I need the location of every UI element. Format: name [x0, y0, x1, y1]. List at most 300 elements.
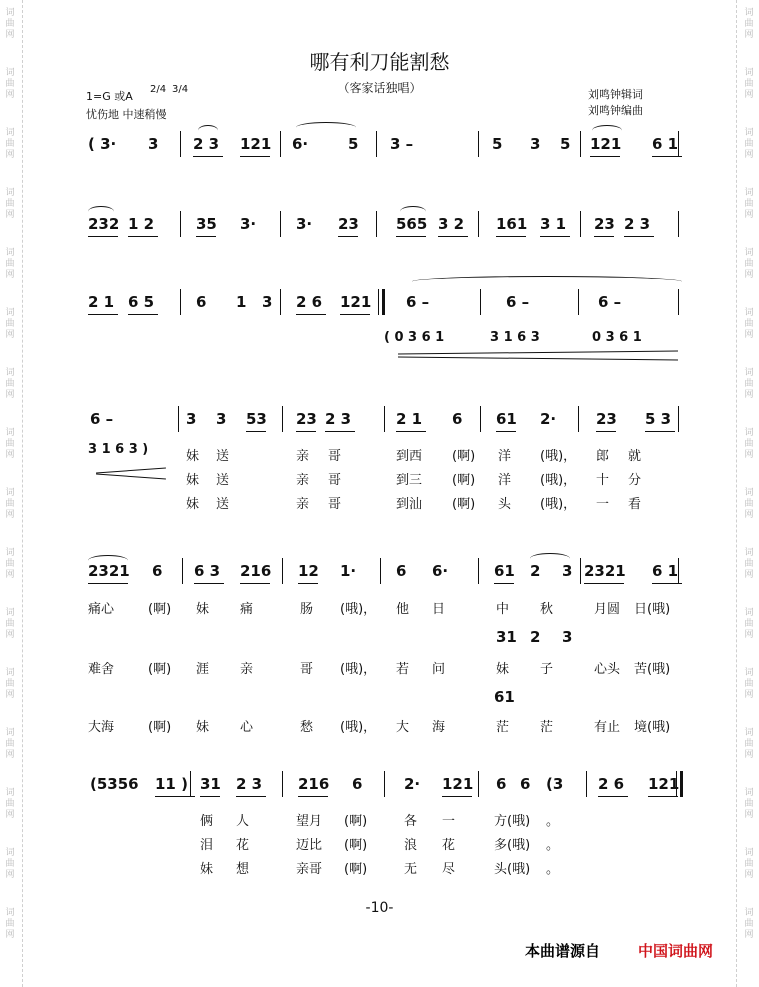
lyric-syllable: 妹 [196, 602, 210, 617]
barline [678, 289, 679, 315]
jianpu-note: 6· [432, 562, 449, 580]
watermark-char: 网 [744, 930, 754, 940]
jianpu-note: 2 3 [325, 410, 352, 428]
lyric-syllable: (啊) [344, 838, 368, 853]
beam-line [396, 236, 426, 237]
barline [580, 558, 581, 584]
lyric-syllable: 有止 [594, 720, 621, 735]
lyric-syllable: 妹 [186, 497, 200, 512]
lyric-syllable: 头 [498, 497, 512, 512]
barline [478, 771, 479, 797]
jianpu-note: 232 [88, 215, 120, 233]
jianpu-note: 61 [494, 562, 515, 580]
watermark-char: 网 [744, 870, 754, 880]
jianpu-note: 2 1 [396, 410, 423, 428]
lyric-syllable: 。 [546, 838, 560, 853]
watermark-char: 曲 [5, 79, 15, 89]
lyric-syllable: 哥 [328, 497, 342, 512]
watermark-char: 曲 [5, 259, 15, 269]
barline [190, 771, 191, 797]
beam-line [298, 583, 318, 584]
lyric-syllable: 亲 [240, 662, 254, 677]
jianpu-note: 2321 [584, 562, 626, 580]
watermark-right [742, 8, 756, 968]
jianpu-note: 6 1 [652, 135, 679, 153]
lyric-syllable: 亲哥 [296, 862, 323, 877]
watermark-gap [3, 341, 17, 368]
barline [678, 406, 679, 432]
lyric-syllable: (啊) [344, 814, 368, 829]
jianpu-note: 6 [496, 775, 507, 793]
jianpu-note: 6 [152, 562, 163, 580]
watermark-gap [3, 401, 17, 428]
lyric-syllable: 茫 [540, 720, 554, 735]
beam-line [88, 583, 128, 584]
watermark-gap [3, 461, 17, 488]
lyric-syllable: 痛 [240, 602, 254, 617]
lyric-syllable: 迈比 [296, 838, 323, 853]
jianpu-note: 1· [340, 562, 357, 580]
watermark-char: 词 [5, 68, 15, 78]
lyric-syllable: 到西 [396, 449, 423, 464]
watermark-char: 词 [5, 368, 15, 378]
jianpu-note: 121 [340, 293, 372, 311]
watermark-char: 曲 [744, 139, 754, 149]
jianpu-note: 23 [338, 215, 359, 233]
lyric-syllable: 妹 [186, 473, 200, 488]
jianpu-note: 5 [492, 135, 503, 153]
watermark-gap [3, 221, 17, 248]
watermark-char: 曲 [744, 19, 754, 29]
jianpu-note: 6 5 [128, 293, 155, 311]
jianpu-note: 3 [216, 410, 227, 428]
jianpu-note: 6 3 [194, 562, 221, 580]
lyric-syllable: 尽 [442, 862, 456, 877]
lyric-syllable: 愁 [300, 720, 314, 735]
lyric-syllable: 花 [442, 838, 456, 853]
watermark-char: 曲 [744, 919, 754, 929]
watermark-char: 词 [5, 728, 15, 738]
watermark-gap [3, 161, 17, 188]
jianpu-note: 3· [296, 215, 313, 233]
lyric-syllable: 哥 [300, 662, 314, 677]
beam-line [128, 236, 158, 237]
lyric-syllable: 茫 [496, 720, 510, 735]
lyric-syllable: 月圆 [594, 602, 621, 617]
barline [586, 771, 587, 797]
slur [592, 125, 622, 136]
jianpu-note: 1 [236, 293, 247, 311]
lyric-syllable: 涯 [196, 662, 210, 677]
barline [480, 289, 481, 315]
lyric-syllable: 洋 [498, 473, 512, 488]
lyric-syllable: (哦)， [540, 449, 577, 464]
jianpu-note: 1 2 [128, 215, 155, 233]
slur [88, 555, 128, 566]
lyric-syllable: 看 [628, 497, 642, 512]
jianpu-note: 2· [404, 775, 421, 793]
watermark-gap [3, 641, 17, 668]
beam-line [155, 796, 195, 797]
lyric-syllable: 。 [546, 862, 560, 877]
barline [480, 406, 481, 432]
jianpu-note: 2 3 [193, 135, 220, 153]
watermark-gap [742, 941, 756, 968]
watermark-char: 网 [5, 510, 15, 520]
barline [376, 131, 377, 157]
lyric-syllable: (啊) [452, 449, 476, 464]
lyric-syllable: 俩 [200, 814, 214, 829]
jianpu-note: 23 [596, 410, 617, 428]
watermark-char: 曲 [744, 379, 754, 389]
lyric-syllable: 日 [432, 602, 446, 617]
jianpu-note: 3 2 [438, 215, 465, 233]
barline [678, 211, 679, 237]
watermark-gap [742, 101, 756, 128]
lyric-syllable: 大海 [88, 720, 115, 735]
watermark-char: 词 [5, 488, 15, 498]
watermark-char: 曲 [5, 859, 15, 869]
watermark-char: 网 [5, 330, 15, 340]
jianpu-note: 121 [240, 135, 272, 153]
beam-line [598, 796, 628, 797]
beam-line [240, 583, 270, 584]
lyric-syllable: (哦)， [540, 497, 577, 512]
beam-line [196, 236, 216, 237]
jianpu-note: 5 [560, 135, 571, 153]
lyric-syllable: 人 [236, 814, 250, 829]
lyric-syllable: 各 [404, 814, 418, 829]
barline [180, 211, 181, 237]
watermark-char: 词 [5, 788, 15, 798]
beam-line [494, 583, 514, 584]
lyric-syllable: (哦)， [540, 473, 577, 488]
watermark-char: 词 [5, 548, 15, 558]
slur [400, 206, 426, 217]
watermark-char: 曲 [744, 199, 754, 209]
watermark-char: 词 [744, 488, 754, 498]
watermark-gap [742, 401, 756, 428]
jianpu-note: (5356 [90, 775, 139, 793]
lyric-syllable: (啊) [148, 602, 172, 617]
alt-note: 3 [562, 628, 573, 646]
lyric-syllable: 心 [240, 720, 254, 735]
beam-line [396, 431, 426, 432]
watermark-left [3, 8, 17, 968]
watermark-char: 词 [744, 908, 754, 918]
watermark-char: 词 [5, 308, 15, 318]
watermark-gap [742, 581, 756, 608]
beam-line [340, 314, 370, 315]
barline [282, 771, 283, 797]
jianpu-note: 2 1 [88, 293, 115, 311]
composer-credit: 刘鸣钟编曲 [588, 104, 643, 117]
watermark-char: 曲 [744, 739, 754, 749]
watermark-gap [742, 221, 756, 248]
lyric-syllable: 海 [432, 720, 446, 735]
beam-line [88, 314, 118, 315]
watermark-char: 网 [5, 810, 15, 820]
barline [478, 558, 479, 584]
watermark-char: 词 [744, 68, 754, 78]
lyric-syllable: 多(哦) [494, 838, 531, 853]
jianpu-note: 6 – [90, 410, 114, 428]
watermark-gap [742, 761, 756, 788]
watermark-char: 网 [5, 90, 15, 100]
source-label: 本曲谱源自 [525, 942, 601, 960]
lyric-syllable: 。 [546, 814, 560, 829]
jianpu-note: 121 [648, 775, 680, 793]
watermark-gap [742, 701, 756, 728]
barline [182, 558, 183, 584]
song-title: 哪有利刀能割愁 [309, 50, 450, 74]
site-name: 中国词曲网 [638, 942, 714, 960]
lyric-syllable: (啊) [452, 473, 476, 488]
beam-line [296, 314, 326, 315]
lyric-syllable: 洋 [498, 449, 512, 464]
tempo-marking: 忧伤地 中速稍慢 [86, 108, 167, 121]
watermark-char: 网 [744, 90, 754, 100]
watermark-gap [742, 821, 756, 848]
jianpu-note: 6 [452, 410, 463, 428]
beam-line [246, 431, 266, 432]
beam-line [645, 431, 675, 432]
lyric-syllable: 日(哦) [634, 602, 671, 617]
watermark-char: 曲 [5, 199, 15, 209]
watermark-char: 网 [5, 30, 15, 40]
watermark-char: 网 [744, 270, 754, 280]
watermark-char: 曲 [744, 619, 754, 629]
beam-line [200, 796, 220, 797]
watermark-char: 网 [744, 810, 754, 820]
lyric-syllable: 亲 [296, 449, 310, 464]
slur [530, 553, 570, 564]
watermark-char: 曲 [744, 79, 754, 89]
jianpu-note: 6 [196, 293, 207, 311]
barline [478, 211, 479, 237]
jianpu-note: 12 [298, 562, 319, 580]
watermark-char: 词 [744, 308, 754, 318]
watermark-char: 网 [5, 570, 15, 580]
watermark-char: 网 [5, 150, 15, 160]
final-barline [676, 771, 683, 797]
beam-line [240, 156, 270, 157]
barline [578, 289, 579, 315]
lyric-syllable: 一 [442, 814, 456, 829]
alt-note: 61 [494, 688, 515, 706]
left-border [22, 0, 23, 987]
repeat-barline [378, 289, 385, 315]
barline [282, 558, 283, 584]
watermark-char: 曲 [5, 679, 15, 689]
beam-line [128, 314, 158, 315]
watermark-char: 曲 [744, 439, 754, 449]
jianpu-note: 6 [396, 562, 407, 580]
watermark-char: 词 [5, 128, 15, 138]
lyric-syllable: (哦)， [340, 720, 377, 735]
jianpu-note: 6 [352, 775, 363, 793]
watermark-char: 网 [744, 750, 754, 760]
key-signature: 1=G 或A [86, 90, 133, 103]
watermark-gap [742, 521, 756, 548]
watermark-gap [742, 641, 756, 668]
jianpu-note: 5 [348, 135, 359, 153]
barline [678, 558, 679, 584]
beam-line [338, 236, 358, 237]
lyric-syllable: 哥 [328, 473, 342, 488]
lyric-syllable: 一 [596, 497, 610, 512]
lyric-syllable: 痛心 [88, 602, 115, 617]
lyric-syllable: 心头 [594, 662, 621, 677]
beam-line [442, 796, 472, 797]
jianpu-note: 2 [530, 562, 541, 580]
watermark-char: 曲 [5, 379, 15, 389]
accomp-note: 3 1 6 3 [490, 330, 540, 345]
barline [282, 406, 283, 432]
jianpu-note: 2 6 [296, 293, 323, 311]
lyric-syllable: 想 [236, 862, 250, 877]
beam-line [325, 431, 355, 432]
barline [376, 211, 377, 237]
watermark-gap [3, 761, 17, 788]
watermark-char: 网 [744, 30, 754, 40]
barline [178, 406, 179, 432]
jianpu-note: 2 6 [598, 775, 625, 793]
watermark-char: 词 [5, 848, 15, 858]
jianpu-note: 3· [240, 215, 257, 233]
beam-line [193, 156, 223, 157]
watermark-char: 词 [5, 248, 15, 258]
watermark-char: 网 [744, 330, 754, 340]
jianpu-note: 2· [540, 410, 557, 428]
jianpu-note: 6 – [506, 293, 530, 311]
watermark-char: 曲 [5, 439, 15, 449]
watermark-char: 词 [744, 608, 754, 618]
watermark-char: 词 [744, 668, 754, 678]
watermark-char: 网 [744, 630, 754, 640]
barline [384, 406, 385, 432]
lyric-syllable: 无 [404, 862, 418, 877]
lyric-syllable: 望月 [296, 814, 323, 829]
lyric-syllable: 就 [628, 449, 642, 464]
watermark-char: 曲 [744, 859, 754, 869]
lyric-syllable: 妹 [196, 720, 210, 735]
lyric-syllable: 难舍 [88, 662, 115, 677]
beam-line [624, 236, 654, 237]
jianpu-note: 31 [200, 775, 221, 793]
beam-line [590, 156, 620, 157]
lyricist-credit: 刘鸣钟辑词 [588, 88, 643, 101]
watermark-char: 网 [5, 630, 15, 640]
jianpu-note: 3 [530, 135, 541, 153]
watermark-char: 曲 [744, 679, 754, 689]
lyric-syllable: (啊) [452, 497, 476, 512]
watermark-char: 词 [5, 908, 15, 918]
jianpu-note: 23 [296, 410, 317, 428]
beam-line [540, 236, 570, 237]
lyric-syllable: 花 [236, 838, 250, 853]
watermark-char: 网 [5, 210, 15, 220]
beam-line [438, 236, 468, 237]
jianpu-note: 6 1 [652, 562, 679, 580]
watermark-char: 网 [744, 390, 754, 400]
page-number: -10- [365, 900, 394, 916]
watermark-char: 曲 [5, 19, 15, 29]
watermark-char: 网 [744, 570, 754, 580]
beam-line [496, 431, 516, 432]
lyric-syllable: 哥 [328, 449, 342, 464]
beam-line [584, 583, 624, 584]
lyric-syllable: 妹 [200, 862, 214, 877]
alt-note: 31 [496, 628, 517, 646]
watermark-char: 网 [5, 450, 15, 460]
lyric-syllable: 问 [432, 662, 446, 677]
watermark-gap [3, 281, 17, 308]
watermark-char: 曲 [744, 559, 754, 569]
watermark-char: 词 [744, 128, 754, 138]
lyric-syllable: 泪 [200, 838, 214, 853]
watermark-char: 曲 [5, 139, 15, 149]
watermark-char: 词 [5, 8, 15, 18]
watermark-char: 曲 [5, 919, 15, 929]
lyric-syllable: (哦)， [340, 602, 377, 617]
time-signature-b: 3/4 [172, 84, 189, 95]
lyric-syllable: 肠 [300, 602, 314, 617]
jianpu-note: 6 [520, 775, 531, 793]
beam-line [296, 431, 316, 432]
beam-line [298, 796, 328, 797]
jianpu-note: ( 3· [88, 135, 117, 153]
watermark-char: 曲 [744, 259, 754, 269]
lyric-syllable: (哦)， [340, 662, 377, 677]
slur [198, 125, 218, 136]
barline [280, 131, 281, 157]
beam-line [596, 431, 616, 432]
accomp-note: ( 0 3 6 1 [384, 330, 445, 345]
lyric-syllable: 亲 [296, 473, 310, 488]
watermark-char: 网 [744, 150, 754, 160]
jianpu-note: 53 [246, 410, 267, 428]
watermark-char: 词 [5, 428, 15, 438]
watermark-gap [742, 281, 756, 308]
lyric-syllable: 浪 [404, 838, 418, 853]
lyric-syllable: 送 [216, 473, 230, 488]
lyric-syllable: 境(哦) [634, 720, 671, 735]
watermark-char: 词 [744, 248, 754, 258]
jianpu-note: 3 1 [540, 215, 567, 233]
crescendo-line [96, 474, 166, 480]
lyric-syllable: 他 [396, 602, 410, 617]
barline [580, 131, 581, 157]
lyric-syllable: 到三 [396, 473, 423, 488]
jianpu-note: 61 [496, 410, 517, 428]
beam-line [88, 236, 118, 237]
watermark-char: 词 [5, 608, 15, 618]
watermark-gap [3, 821, 17, 848]
lyric-syllable: 方(哦) [494, 814, 531, 829]
watermark-char: 词 [744, 368, 754, 378]
barline [678, 131, 679, 157]
lyric-syllable: 苦(哦) [634, 662, 671, 677]
lyric-syllable: 大 [396, 720, 410, 735]
watermark-char: 网 [5, 690, 15, 700]
watermark-char: 词 [5, 188, 15, 198]
jianpu-note: 6· [292, 135, 309, 153]
barline [280, 289, 281, 315]
barline [580, 211, 581, 237]
jianpu-note: 23 [594, 215, 615, 233]
barline [280, 211, 281, 237]
